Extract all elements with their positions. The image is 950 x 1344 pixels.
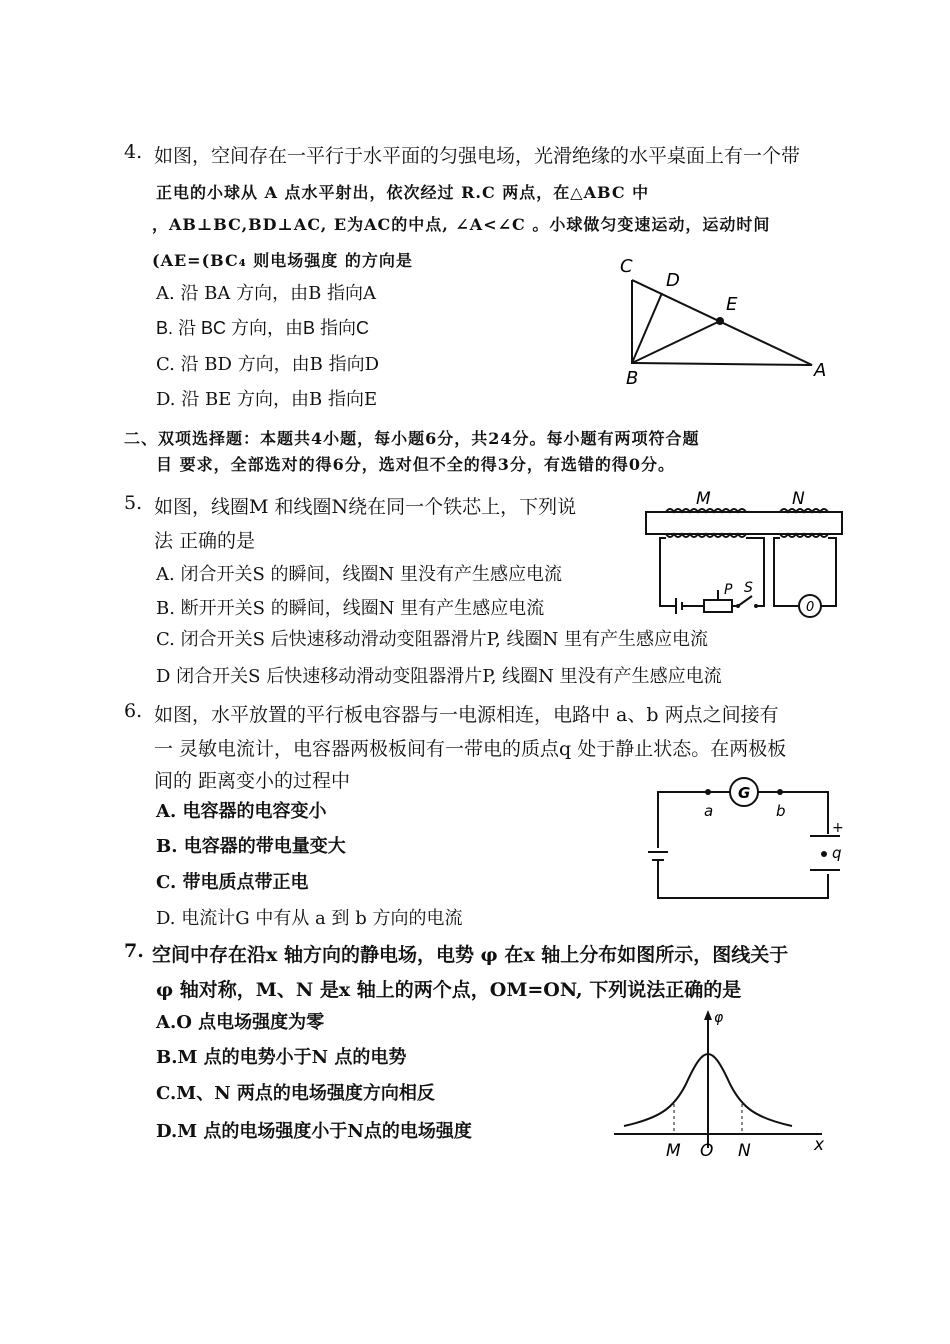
q6-stem-line3: 间的 距离变小的过程中 xyxy=(154,770,351,792)
q4-stem-line2: 正电的小球从 A 点水平射出，依次经过 R.C 两点，在△ABC 中 xyxy=(156,183,650,202)
q5-number: 5. xyxy=(124,492,143,514)
segment-be xyxy=(632,321,720,363)
label-n: N xyxy=(738,1141,751,1160)
label-meter: 0 xyxy=(806,600,815,615)
q7-number: 7. xyxy=(124,940,144,962)
coil-n-bottom xyxy=(780,534,828,537)
wire-top-left xyxy=(658,792,730,848)
q6-option-b: B. 电容器的带电量变大 xyxy=(156,836,346,857)
label-b: b xyxy=(776,802,786,820)
q6-option-c: C. 带电质点带正电 xyxy=(156,872,309,893)
segment-bd xyxy=(632,293,662,363)
q5-option-d: D 闭合开关S 后快速移动滑动变阻器滑片P, 线圈N 里没有产生感应电流 xyxy=(156,666,722,687)
rheostat xyxy=(704,600,732,612)
q4-number: 4. xyxy=(124,141,143,163)
q6-stem-line2: 一 灵敏电流计，电容器两极板间有一带电的质点q 处于静止状态。在两极板 xyxy=(154,738,787,760)
point-a xyxy=(705,789,711,795)
label-q: q xyxy=(832,844,842,862)
label-m: M xyxy=(666,1141,681,1160)
q5-option-a: A. 闭合开关S 的瞬间，线圈N 里没有产生感应电流 xyxy=(156,564,562,585)
q7-option-a: A.O 点电场强度为零 xyxy=(156,1012,325,1033)
section2-line1: 二、双项选择题：本题共4小题，每小题6分，共24分。每小题有两项符合题 xyxy=(124,429,700,448)
q6-number: 6. xyxy=(124,700,143,722)
label-s: S xyxy=(744,580,753,596)
point-b xyxy=(777,789,783,795)
iron-core xyxy=(646,512,842,534)
q4-option-b: B. 沿 BC 方向，由B 指向C xyxy=(156,318,370,338)
switch-s xyxy=(738,596,752,606)
wire-bottom xyxy=(658,860,828,898)
label-m: M xyxy=(696,489,711,509)
q5-option-b: B. 断开开关S 的瞬间，线圈N 里有产生感应电流 xyxy=(156,598,545,619)
q6-stem-line1: 如图，水平放置的平行板电容器与一电源相连，电路中 a、b 两点之间接有 xyxy=(154,704,779,726)
q7-option-c: C.M、N 两点的电场强度方向相反 xyxy=(156,1083,435,1104)
q4-option-c: C. 沿 BD 方向，由B 指向D xyxy=(156,354,380,375)
label-n: N xyxy=(792,489,805,509)
section2-line2: 目 要求，全部选对的得6分，选对但不全的得3分，有选错的得0分。 xyxy=(156,455,675,474)
coil-n-top xyxy=(780,509,828,512)
label-o: O xyxy=(700,1141,714,1160)
label-phi: φ xyxy=(714,1010,724,1026)
q4-stem-line1: 如图，空间存在一平行于水平面的匀强电场，光滑绝缘的水平桌面上有一个带 xyxy=(154,145,801,167)
q7-potential-graph-figure xyxy=(610,1008,830,1160)
point-e xyxy=(716,317,724,325)
q4-stem-line4: (AE=(BC₄ 则电场强度 的方向是 xyxy=(152,251,413,270)
label-d: D xyxy=(666,270,680,291)
phi-axis-arrow xyxy=(704,1010,712,1020)
label-c: C xyxy=(620,256,633,277)
label-e: E xyxy=(726,294,738,315)
q6-capacitor-circuit-figure xyxy=(644,774,844,904)
q4-stem-line3: ，AB⊥BC,BD⊥AC, E为AC的中点, ∠A<∠C 。小球做匀变速运动，运动时间 xyxy=(152,215,771,234)
q7-option-b: B.M 点的电势小于N 点的电势 xyxy=(156,1047,407,1068)
wire-top-right xyxy=(758,792,828,834)
label-x: x xyxy=(814,1135,825,1155)
particle-q xyxy=(821,851,827,857)
label-a: A xyxy=(814,360,827,381)
q7-option-d: D.M 点的电场强度小于N点的电场强度 xyxy=(156,1121,472,1142)
q4-option-a: A. 沿 BA 方向，由B 指向A xyxy=(156,283,377,304)
wire-m-left xyxy=(660,538,676,606)
wire-n-right xyxy=(821,538,836,606)
q5-coil-circuit-figure xyxy=(640,486,850,620)
label-g: G xyxy=(738,784,751,802)
q7-stem-line1: 空间中存在沿x 轴方向的静电场，电势 φ 在x 轴上分布如图所示，图线关于 xyxy=(152,944,789,966)
q6-option-a: A. 电容器的电容变小 xyxy=(156,801,327,822)
label-a: a xyxy=(704,802,714,820)
label-plus: + xyxy=(832,820,844,836)
q7-stem-line2: φ 轴对称，M、N 是x 轴上的两个点，OM=ON, 下列说法正确的是 xyxy=(156,979,742,1001)
q4-triangle-figure xyxy=(610,250,840,390)
q4-option-d: D. 沿 BE 方向，由B 指向E xyxy=(156,389,378,410)
q5-option-c: C. 闭合开关S 后快速移动滑动变阻器滑片P, 线圈N 里有产生感应电流 xyxy=(156,629,709,650)
wire-n-left xyxy=(774,538,798,606)
q6-option-d: D. 电流计G 中有从 a 到 b 方向的电流 xyxy=(156,908,463,929)
label-b: B xyxy=(626,368,639,389)
q5-stem-line1: 如图，线圈M 和线圈N绕在同一个铁芯上，下列说 xyxy=(154,496,577,518)
label-p: P xyxy=(724,582,733,598)
q5-stem-line2: 法 正确的是 xyxy=(154,530,256,552)
